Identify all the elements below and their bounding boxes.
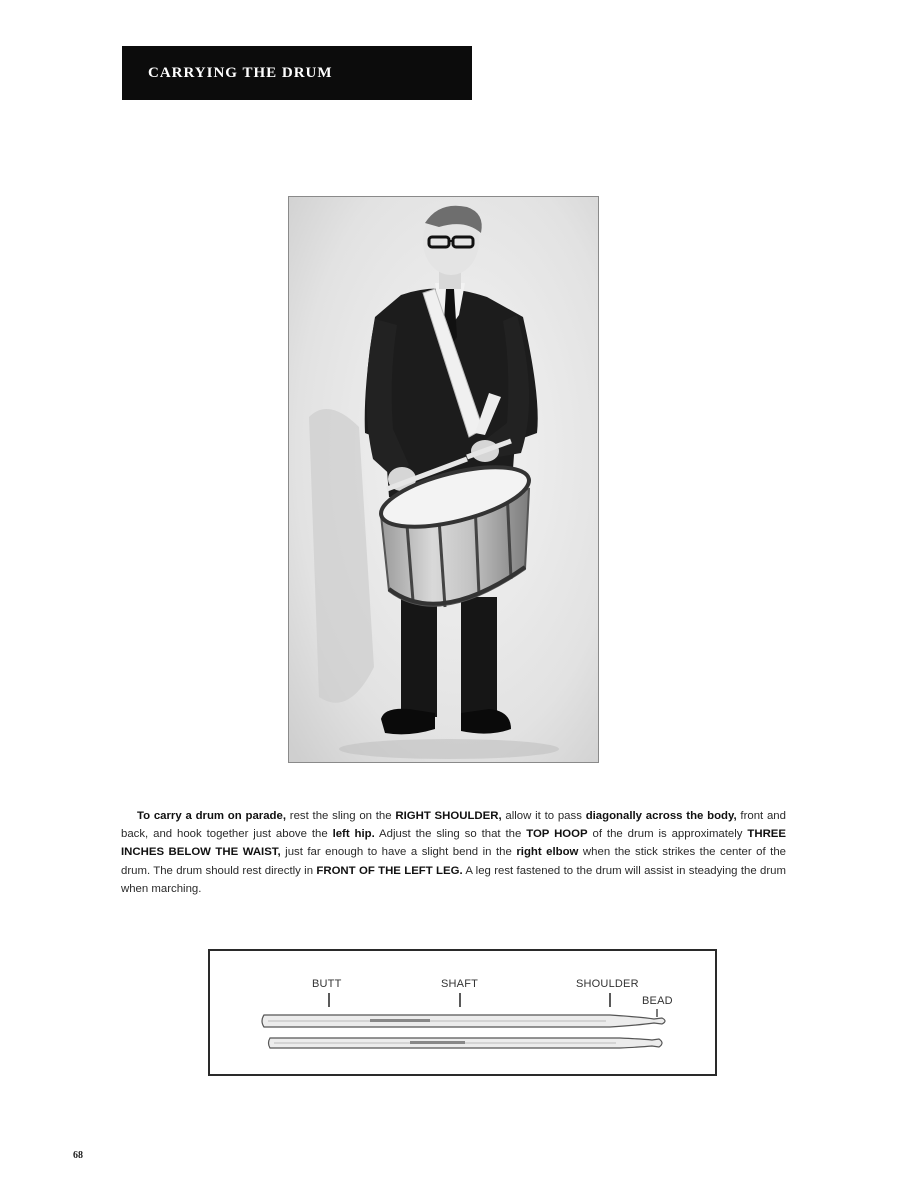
body-text-run: A leg rest fastened to the drum will assist in steadying the drum when marching.: [121, 864, 786, 895]
body-text-run: when the stick strikes the center of the drum. The drum should rest directly in: [121, 846, 786, 877]
body-text-run: rest the sling on the: [286, 810, 396, 822]
emphasis-text: left hip.: [332, 828, 375, 841]
label-shoulder: SHOULDER: [576, 978, 639, 990]
emphasis-text: right elbow: [516, 846, 579, 859]
label-bead: BEAD: [642, 995, 673, 1007]
body-text-run: Adjust the sling so that the: [374, 828, 527, 841]
emphasis-text: diagonally across the body,: [585, 810, 737, 822]
emphasis-text: FRONT OF THE LEFT LEG.: [316, 864, 463, 877]
body-text-run: front and back, and hook together just above the: [121, 810, 786, 841]
emphasis-text: To carry a drum on parade,: [137, 810, 287, 822]
emphasis-text: THREE INCHES BELOW THE WAIST,: [121, 828, 786, 859]
drumstick-diagram: [208, 949, 717, 1076]
instruction-paragraph: [121, 807, 786, 898]
body-text-run: allow it to pass: [501, 810, 586, 822]
label-shaft: SHAFT: [441, 978, 479, 990]
section-title: CARRYING THE DRUM: [148, 64, 333, 81]
section-heading-bar: [122, 46, 472, 100]
page-number: 68: [73, 1150, 83, 1161]
drummer-photo-illustration: [289, 197, 599, 763]
drumstick-drawing: [210, 951, 715, 1074]
drummer-photo: [288, 196, 599, 763]
body-text-run: of the drum is approximately: [587, 828, 748, 841]
emphasis-text: RIGHT SHOULDER,: [395, 810, 502, 822]
body-text-run: just far enough to have a slight bend in the: [280, 846, 517, 859]
label-butt: BUTT: [312, 978, 342, 990]
emphasis-text: TOP HOOP: [526, 828, 588, 841]
